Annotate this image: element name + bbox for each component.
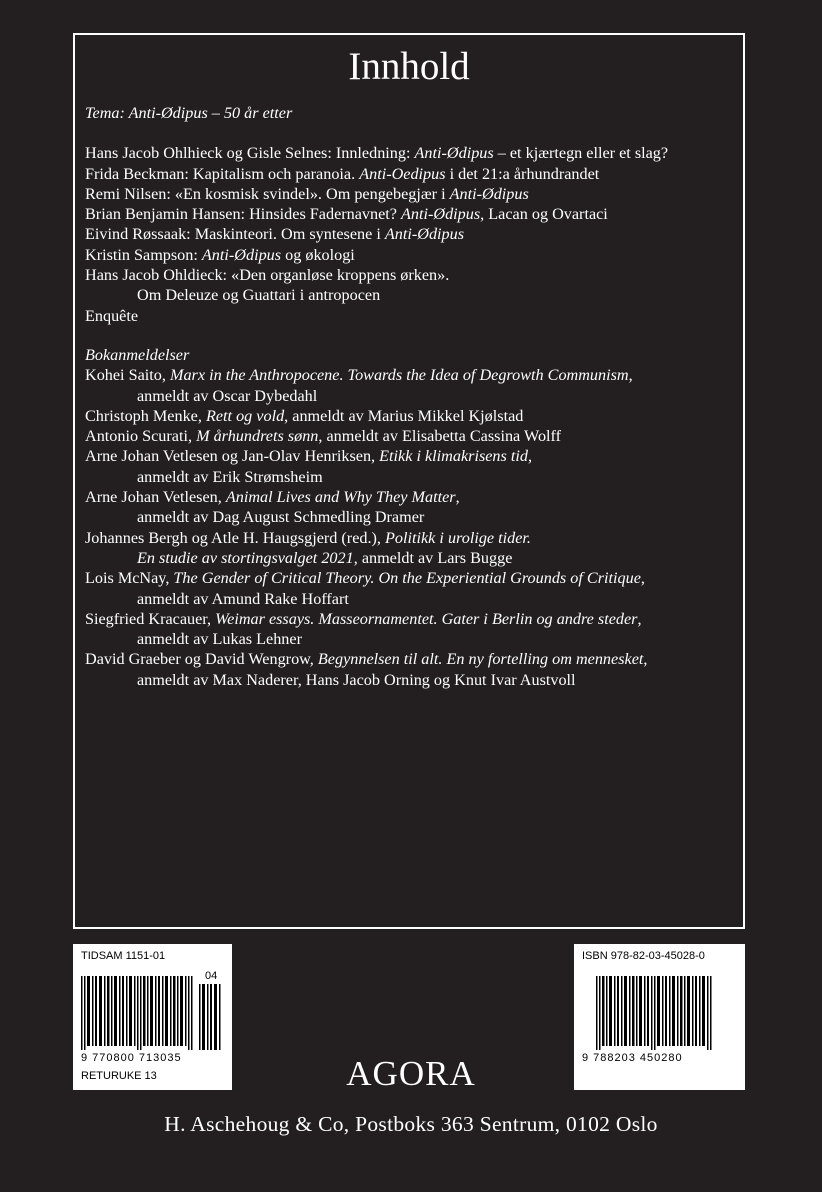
review-8-reviewer: anmeldt av Lukas Lehner: [137, 630, 302, 649]
review-4-reviewer: anmeldt av Erik Strømsheim: [137, 467, 323, 486]
issn-barcode-icon: [81, 976, 224, 1050]
publisher-name: AGORA: [346, 1054, 476, 1093]
review-6: Johannes Bergh og Atle H. Haugsgjerd (red.), Politikk i urolige tider.: [85, 528, 531, 547]
review-2: Christoph Menke, Rett og vold, anmeldt av Marius Mikkel Kjølstad: [85, 406, 524, 425]
reviews-heading: Bokanmeldelser: [85, 345, 190, 364]
review-9-reviewer: anmeldt av Max Naderer, Hans Jacob Orning og Knut Ivar Austvoll: [137, 670, 576, 689]
page-title: Innhold: [348, 45, 470, 88]
review-6-cont: En studie av stortingsvalget 2021, anmeldt av Lars Bugge: [137, 548, 513, 567]
return-week: RETURUKE 13: [81, 1070, 157, 1082]
review-1: Kohei Saito, Marx in the Anthropocene. Towards the Idea of Degrowth Communism,: [85, 366, 633, 385]
article-3: Remi Nilsen: «En kosmisk svindel». Om pengebegjær i Anti-Ødipus: [85, 184, 529, 203]
article-1: Hans Jacob Ohlhieck og Gisle Selnes: Innledning: Anti-Ødipus – et kjærtegn eller et slag?: [85, 144, 669, 163]
review-3: Antonio Scurati, M århundrets sønn, anmeldt av Elisabetta Cassina Wolff: [85, 427, 562, 446]
table-of-contents: [85, 103, 735, 690]
contents-frame: [73, 33, 745, 929]
review-7: Lois McNay, The Gender of Critical Theory. On the Experiential Grounds of Critique,: [85, 569, 645, 588]
article-2: Frida Beckman: Kapitalism och paranoia. Anti-Oedipus i det 21:a århundrandet: [85, 164, 600, 183]
article-4: Brian Benjamin Hansen: Hinsides Fadernavnet? Anti-Ødipus, Lacan og Ovartaci: [85, 205, 608, 224]
review-7-reviewer: anmeldt av Amund Rake Hoffart: [137, 589, 349, 608]
article-5: Eivind Røssaak: Maskinteori. Om syntesene i Anti-Ødipus: [85, 225, 465, 244]
isbn-barcode-icon: [596, 976, 716, 1050]
barcode-addon: 04: [205, 970, 218, 982]
review-9: David Graeber og David Wengrow, Begynnelsen til alt. En ny fortelling om mennesket,: [85, 650, 648, 669]
theme-heading: Tema: Anti-Ødipus – 50 år etter: [85, 104, 293, 122]
publisher-address: H. Aschehoug & Co, Postboks 363 Sentrum, 0102 Oslo: [164, 1112, 658, 1136]
article-7-subtitle: Om Deleuze og Guattari i antropocen: [137, 286, 381, 305]
review-5: Arne Johan Vetlesen, Animal Lives and Why They Matter,: [85, 488, 460, 507]
article-6: Kristin Sampson: Anti-Ødipus og økologi: [85, 245, 355, 264]
review-5-reviewer: anmeldt av Dag August Schmedling Dramer: [137, 508, 425, 527]
isbn-code: ISBN 978-82-03-45028-0: [582, 950, 705, 962]
enquete: Enquête: [85, 306, 139, 325]
issn-digits: 9 770800 713035: [81, 1052, 182, 1064]
review-8: Siegfried Kracauer, Weimar essays. Masseornamentet. Gater i Berlin og andre steder,: [85, 609, 642, 628]
review-1-reviewer: anmeldt av Oscar Dybedahl: [137, 386, 318, 405]
article-7: Hans Jacob Ohldieck: «Den organløse kroppens ørken».: [85, 266, 450, 285]
issn-code: TIDSAM 1151-01: [81, 950, 166, 962]
review-4: Arne Johan Vetlesen og Jan-Olav Henriksen, Etikk i klimakrisens tid,: [85, 447, 533, 466]
isbn-digits: 9 788203 450280: [582, 1052, 683, 1064]
